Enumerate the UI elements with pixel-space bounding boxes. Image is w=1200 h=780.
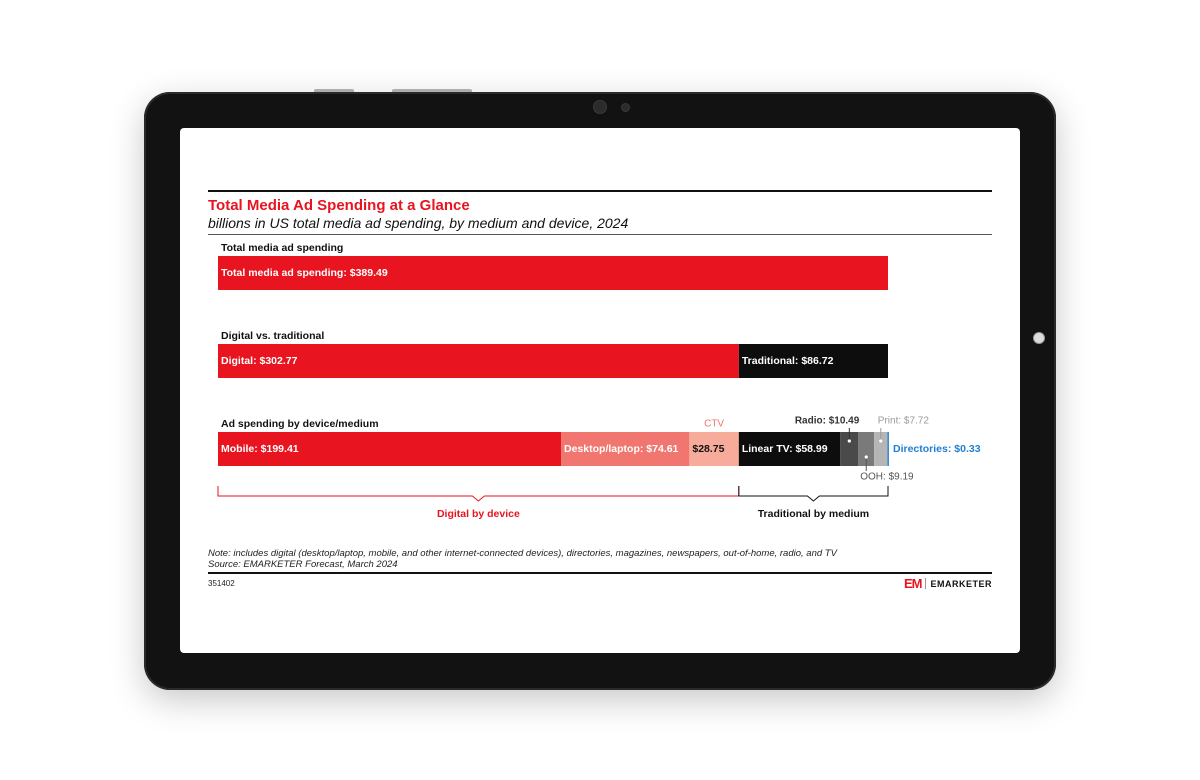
callout-dot-ooh bbox=[865, 455, 868, 458]
chart-title: Total Media Ad Spending at a Glance bbox=[208, 197, 470, 214]
front-camera-icon bbox=[593, 100, 607, 114]
callout-ooh: OOH: $9.19 bbox=[860, 471, 914, 483]
side-button-icon bbox=[1033, 332, 1045, 344]
callout-directories: Directories: $0.33 bbox=[893, 442, 981, 455]
row-title: Total media ad spending bbox=[221, 242, 344, 254]
callout-radio: Radio: $10.49 bbox=[794, 415, 860, 427]
stacked-bar-chart bbox=[208, 242, 992, 542]
top-rule bbox=[208, 190, 992, 192]
tablet-screen bbox=[180, 128, 1020, 653]
bottom-rule bbox=[208, 572, 992, 574]
title-rule bbox=[208, 234, 992, 235]
bar-segment-directories bbox=[887, 432, 889, 466]
chart-source: Source: EMARKETER Forecast, March 2024 bbox=[208, 559, 398, 570]
bracket-label-traditional-by-medium: Traditional by medium bbox=[757, 507, 870, 520]
bracket-traditional-by-medium bbox=[739, 486, 888, 501]
row-title: Ad spending by device/medium bbox=[221, 417, 379, 430]
data-label-desktop-laptop: Desktop/laptop: $74.61 bbox=[564, 442, 679, 455]
sensor-icon bbox=[621, 103, 630, 112]
row-title: Digital vs. traditional bbox=[221, 329, 325, 342]
data-label-total-media-ad-spending: Total media ad spending: $389.49 bbox=[221, 266, 388, 279]
chart-card bbox=[208, 190, 992, 591]
outside-label-ctv: CTV bbox=[704, 418, 725, 430]
data-label-linear-tv: Linear TV: $58.99 bbox=[741, 442, 828, 455]
brand-divider bbox=[925, 578, 926, 589]
callout-dot-print bbox=[879, 439, 882, 442]
emarketer-logo-icon: EM bbox=[903, 576, 922, 591]
data-label-digital: Digital: $302.77 bbox=[221, 354, 298, 367]
callout-dot-radio bbox=[848, 439, 851, 442]
chart-id: 351402 bbox=[208, 579, 235, 588]
bracket-label-digital-by-device: Digital by device bbox=[436, 507, 520, 520]
chart-notes bbox=[208, 548, 992, 570]
brand-lockup bbox=[904, 576, 992, 591]
data-label-mobile: Mobile: $199.41 bbox=[221, 442, 299, 455]
data-label-traditional: Traditional: $86.72 bbox=[741, 354, 834, 367]
chart-subtitle: billions in US total media ad spending, by medium and device, 2024 bbox=[208, 215, 629, 231]
bracket-digital-by-device bbox=[218, 486, 739, 501]
callout-print: Print: $7.72 bbox=[877, 415, 929, 427]
data-label-ctv: $28.75 bbox=[692, 442, 725, 455]
chart-note: Note: includes digital (desktop/laptop, mobile, and other internet-connected devices), directories, magazines, newspapers, out-of-home, radio, and TV bbox=[208, 548, 837, 559]
brand-name: EMARKETER bbox=[930, 578, 992, 589]
